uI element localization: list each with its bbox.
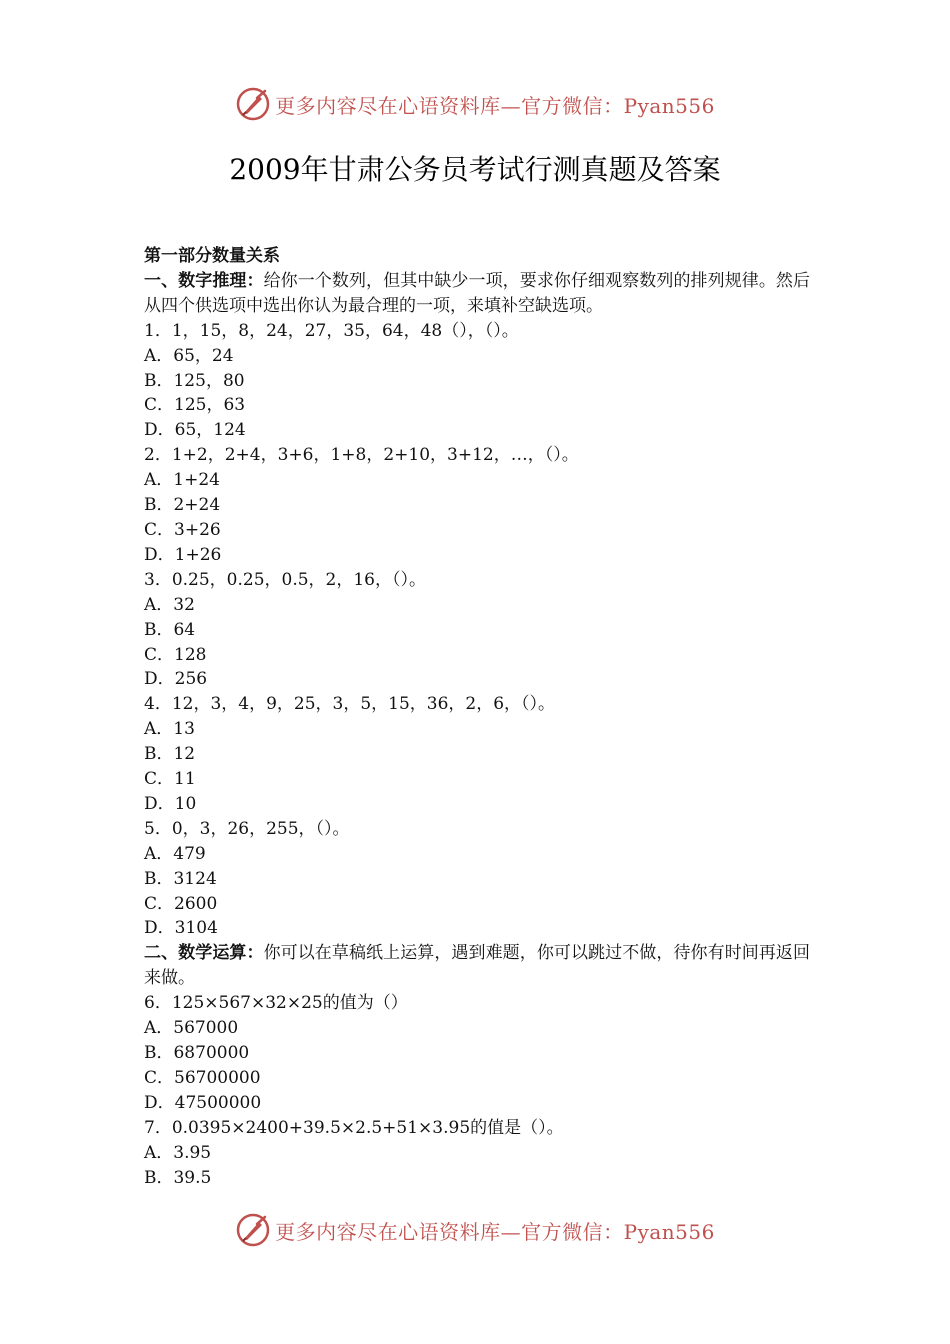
answer-option: B．125，80 bbox=[144, 370, 245, 391]
document-body bbox=[144, 244, 810, 1190]
answer-option: B．39.5 bbox=[144, 1167, 212, 1188]
question-stem: 1．1，15，8，24，27，35，64，48（），（）。 bbox=[144, 320, 519, 341]
section-heading: 第一部分数量关系 bbox=[144, 246, 280, 266]
answer-option: C．11 bbox=[144, 769, 196, 790]
banner-text: 更多内容尽在心语资料库—官方微信：Pyan556 bbox=[275, 93, 715, 118]
part-intro bbox=[144, 941, 810, 991]
answer-option: B．3124 bbox=[144, 868, 217, 889]
answer-option: A．13 bbox=[144, 719, 195, 740]
question-stem: 3．0.25，0.25，0.5，2，16，（）。 bbox=[144, 569, 427, 590]
answer-option: A．567000 bbox=[144, 1018, 239, 1039]
quill-pen-logo-icon bbox=[235, 86, 271, 122]
answer-option: C．3+26 bbox=[144, 519, 221, 540]
question-stem: 6．125×567×32×25的值为（） bbox=[144, 993, 408, 1014]
part-intro bbox=[144, 269, 810, 319]
answer-option: D．47500000 bbox=[144, 1092, 262, 1113]
answer-option: B．2+24 bbox=[144, 495, 221, 516]
answer-option: B．64 bbox=[144, 619, 196, 640]
answer-option: D．10 bbox=[144, 793, 197, 814]
answer-option: A．479 bbox=[144, 843, 206, 864]
answer-option: C．128 bbox=[144, 644, 207, 665]
part-instruction: 你可以在草稿纸上运算，遇到难题，你可以跳过不做，待你有时间再返回来做。 bbox=[144, 943, 811, 989]
banner-text: 更多内容尽在心语资料库—官方微信：Pyan556 bbox=[275, 1219, 715, 1244]
answer-option: D．1+26 bbox=[144, 544, 222, 565]
question-stem: 2．1+2，2+4，3+6，1+8，2+10，3+12，…，（）。 bbox=[144, 445, 579, 466]
answer-option: D．3104 bbox=[144, 918, 218, 939]
header-banner bbox=[0, 84, 950, 124]
part-instruction: 给你一个数列，但其中缺少一项，要求你仔细观察数列的排列规律。然后从四个供选项中选出你认为最合理的一项，来填补空缺选项。 bbox=[144, 270, 811, 316]
question-stem: 5．0，3，26，255，（）。 bbox=[144, 818, 350, 839]
answer-option: D．65，124 bbox=[144, 420, 246, 441]
answer-option: A．65，24 bbox=[144, 345, 234, 366]
question-stem: 4．12，3，4，9，25，3，5，15，36，2，6，（）。 bbox=[144, 694, 556, 715]
part-heading: 二、数学运算： bbox=[144, 943, 264, 964]
footer-banner bbox=[0, 1210, 950, 1250]
answer-option: D．256 bbox=[144, 669, 208, 690]
answer-option: B．6870000 bbox=[144, 1043, 250, 1063]
page-title: 2009年甘肃公务员考试行测真题及答案 bbox=[229, 153, 721, 186]
answer-option: B．12 bbox=[144, 744, 196, 765]
quill-pen-logo-icon bbox=[235, 1212, 271, 1248]
answer-option: A．32 bbox=[144, 594, 195, 615]
answer-option: C．125，63 bbox=[144, 395, 246, 416]
answer-option: C．2600 bbox=[144, 893, 218, 914]
answer-option: C．56700000 bbox=[144, 1067, 261, 1088]
part-heading: 一、数字推理： bbox=[144, 270, 264, 291]
answer-option: A．1+24 bbox=[144, 470, 220, 491]
question-stem: 7．0.0395×2400+39.5×2.5+51×3.95的值是（）。 bbox=[144, 1117, 564, 1138]
answer-option: A．3.95 bbox=[144, 1142, 212, 1163]
